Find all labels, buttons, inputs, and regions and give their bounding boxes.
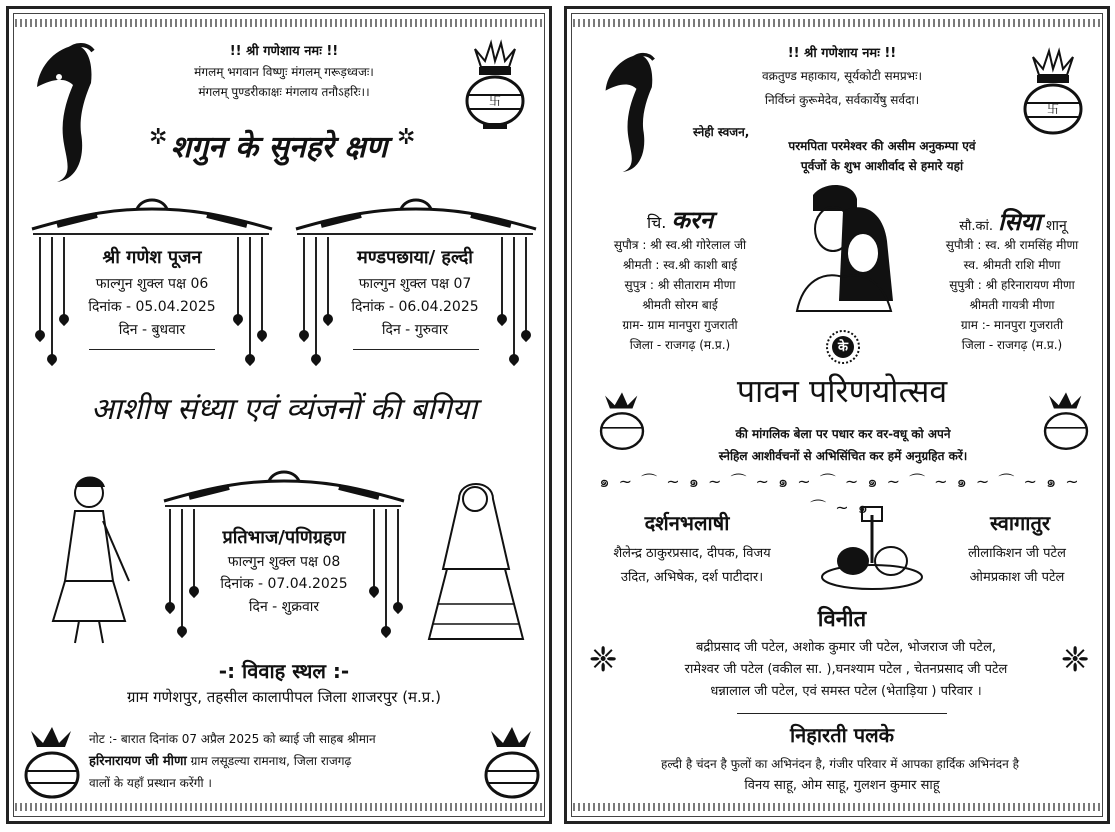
groom-detail-line: श्रीमती : स्व.श्री काशी बाई	[622, 258, 738, 272]
flourish-ornament-icon: ❈	[589, 640, 618, 680]
left-bottom-trim	[15, 803, 543, 811]
event-date: दिनांक - 05.04.2025	[88, 299, 216, 315]
right-card-panel	[564, 6, 1110, 824]
groom-first-name: करन	[671, 205, 714, 234]
event-tithi: फाल्गुन शुक्ल पक्ष 06	[95, 276, 209, 292]
pendant-icon	[261, 237, 263, 333]
venue-heading: -: विवाह स्थल :-	[218, 659, 350, 683]
puja-thali-icon	[817, 503, 927, 593]
left-card-panel	[6, 6, 552, 824]
nihar-line-1: हल्दी है चंदन है फुलों का अभिनंदन है, गंजीर परिवार में आपका हार्दिक अभिनंदन है	[661, 757, 1019, 771]
bride-prefix: सौ.कां.	[959, 219, 994, 234]
darshan-heading: दर्शनभलाषी	[644, 511, 730, 535]
bride-first-name: सिया	[998, 207, 1041, 236]
pendant-icon	[303, 237, 305, 333]
frame-bottom-line	[353, 349, 479, 350]
arch-ornament-icon	[291, 195, 541, 233]
frame-bottom-line	[89, 349, 215, 350]
pendant-icon	[63, 237, 65, 317]
star-ornament-icon: ✲	[397, 125, 416, 150]
pendant-icon	[315, 237, 317, 357]
bride-name	[923, 205, 1103, 238]
bride-figure-icon	[423, 479, 528, 651]
arch-ornament-icon	[27, 195, 277, 233]
right-bottom-trim	[573, 803, 1101, 811]
event-tithi: फाल्गुन शुक्ल पक्ष 07	[358, 276, 472, 292]
note-line-2-rest: ग्राम लसूडल्या रामनाथ, जिला राजगढ़	[190, 754, 352, 768]
pendant-icon	[397, 509, 399, 605]
divider-line	[737, 713, 947, 714]
swagat-line-1: लीलाकिशन जी पटेल	[968, 546, 1066, 561]
star-ornament-icon: ✲	[149, 125, 168, 150]
groom-detail-line: सुपौत्र : श्री स्व.श्री गोरेलाल जी	[613, 238, 747, 252]
invite-line-2: स्नेहिल आशीर्वचनों से अभिसिंचित कर हमें अनुग्रहित करें।	[718, 449, 968, 463]
event-title: श्री गणेश पूजन	[102, 247, 202, 268]
event-day: दिन - गुरुवार	[381, 322, 449, 338]
pendant-icon	[237, 237, 239, 317]
svg-text:卐: 卐	[488, 94, 502, 108]
kalash-icon	[481, 725, 543, 805]
event-title-parinayotsav: पावन परिणयोत्सव	[736, 372, 948, 410]
pendant-icon	[193, 509, 195, 589]
kalash-icon	[21, 725, 83, 805]
pendant-icon	[327, 237, 329, 317]
pendant-icon	[249, 237, 251, 357]
greeting-line-1: परमपिता परमेश्वर की असीम अनुकम्पा एवं	[788, 139, 976, 153]
bride-detail-line: जिला - राजगढ़ (म.प्र.)	[961, 338, 1063, 352]
vinit-heading: विनीत	[817, 607, 867, 632]
bride-detail-line: सुपुत्री : श्री हरिनारायण मीणा	[949, 278, 1075, 292]
flourish-ornament-icon: ❈	[1061, 640, 1090, 680]
frame-top-line	[33, 233, 269, 235]
right-shloka-line-2: निर्विघ्नं कुरूमेदेव, सर्वकार्येषु सर्वदा।	[764, 93, 920, 107]
groom-prefix: चि.	[646, 213, 667, 232]
swagat-heading: स्वागातुर	[989, 511, 1051, 535]
invite-line-1: की मांगलिक बेला पर पधार कर वर-वधू को अपने	[735, 427, 951, 441]
ganesha-icon	[27, 37, 97, 187]
pendant-icon	[181, 509, 183, 629]
bride-suffix: शानू	[1045, 218, 1067, 234]
svg-text:卐: 卐	[1046, 102, 1060, 116]
groom-name	[585, 203, 775, 236]
bride-detail-line: स्व. श्रीमती राशि मीणा	[963, 258, 1061, 272]
bride-detail-line: सुपौत्री : स्व. श्री रामसिंह मीणा	[945, 238, 1079, 252]
ganesha-icon	[597, 47, 657, 177]
event-tithi: फाल्गुन शुक्ल पक्ष 08	[227, 554, 341, 570]
kalash-icon	[1041, 389, 1091, 457]
nihar-heading: निहारती पलके	[789, 723, 895, 747]
bride-detail-line: ग्राम :- मानपुरा गुजराती	[960, 318, 1064, 332]
note-line-3: वालों के यहाँ प्रस्थान करेंगी ।	[89, 776, 212, 790]
kalash-icon	[1019, 47, 1087, 142]
vinit-line-1: बद्रीप्रसाद जी पटेल, अशोक कुमार जी पटेल, भोजराज जी पटेल,	[695, 640, 997, 655]
pendant-icon	[373, 509, 375, 589]
left-mantra: !! श्री गणेशाय नमः !!	[229, 44, 339, 59]
frame-top-line	[297, 233, 533, 235]
left-title: शगुन के सुनहरे क्षण	[170, 130, 388, 165]
swagat-line-2: ओमप्रकाश जी पटेल	[969, 570, 1065, 585]
event-title: प्रतिभाज/पणिग्रहण	[222, 527, 346, 548]
darshan-line-1: शैलेन्द्र ठाकुरप्रसाद, दीपक, विजय	[613, 546, 771, 561]
venue-address: ग्राम गणेशपुर, तहसील कालापीपल जिला शाजरपुर (म.प्र.)	[127, 688, 441, 706]
pendant-icon	[385, 509, 387, 629]
note-line-1: नोट :- बारात दिनांक 07 अप्रैल 2025 को ब्याई जी साहब श्रीमान	[89, 732, 376, 746]
right-shloka-line-1: वक्रतुण्ड महाकाय, सूर्यकोटी समप्रभः।	[761, 69, 923, 83]
ke-medallion	[823, 327, 863, 367]
groom-detail-line: सुपुत्र : श्री सीताराम मीणा	[624, 278, 736, 292]
pendant-icon	[525, 237, 527, 333]
pendant-icon	[501, 237, 503, 317]
event-day: दिन - शुक्रवार	[248, 599, 320, 615]
left-shloka-line-1: मंगलम् भगवान विष्णुः मंगलम् गरूड़ध्वजः।	[194, 65, 374, 79]
pendant-icon	[513, 237, 515, 357]
left-shloka-line-2: मंगलम् पुण्डरीकाक्षः मंगलाय तनौऽहरिः।।	[198, 85, 370, 99]
right-mantra: !! श्री गणेशाय नमः !!	[787, 46, 897, 61]
kalash-icon	[597, 389, 647, 457]
bride-details	[919, 235, 1105, 355]
greeting-label: स्नेही स्वजन,	[693, 125, 750, 139]
arch-ornament-icon	[159, 467, 409, 505]
couple-portrait-icon	[783, 181, 903, 321]
pendant-icon	[51, 237, 53, 357]
note-line-2	[89, 751, 479, 772]
event-date: दिनांक - 07.04.2025	[220, 576, 348, 592]
right-top-trim	[573, 19, 1101, 27]
greeting-line-2: पूर्वजों के शुभ आशीर्वाद से हमारे यहां	[800, 159, 964, 173]
bride-detail-line: श्रीमती गायत्री मीणा	[969, 298, 1055, 312]
note-host-name: हरिनारायण जी मीणा	[89, 754, 187, 769]
ke-label: के	[838, 340, 848, 355]
groom-detail-line: श्रीमती सोरम बाई	[642, 298, 718, 312]
left-subtitle: आशीष संध्या एवं व्यंजनों की बगिया	[91, 392, 477, 427]
groom-details	[585, 235, 775, 355]
vinit-line-2: रामेश्वर जी पटेल (वकील सा. ),घनश्याम पटेल , चेतनप्रसाद जी पटेल	[684, 662, 1008, 677]
frame-top-line	[165, 505, 401, 507]
event-date: दिनांक - 06.04.2025	[351, 299, 479, 315]
darshan-line-2: उदित, अभिषेक, दर्श पाटीदार।	[620, 570, 764, 585]
pendant-icon	[169, 509, 171, 605]
vinit-line-3: धन्नालाल जी पटेल, एवं समस्त पटेल (भेताड़िया ) परिवार ।	[710, 684, 982, 699]
groom-detail-line: जिला - राजगढ़ (म.प्र.)	[629, 338, 731, 352]
left-top-trim	[15, 19, 543, 27]
groom-figure-icon	[39, 471, 139, 651]
pendant-icon	[39, 237, 41, 333]
kalash-icon	[461, 39, 529, 134]
nihar-line-2: विनय साहू, ओम साहू, गुलशन कुमार साहू	[744, 778, 940, 793]
event-title: मण्डपछाया/ हल्दी	[357, 247, 473, 268]
groom-detail-line: ग्राम- ग्राम मानपुरा गुजराती	[622, 318, 738, 332]
event-day: दिन - बुधवार	[118, 322, 186, 338]
scroll-divider-icon: ๑ ~ ⌒ ~ ๑ ~ ⌒ ~ ๑ ~ ⌒ ~ ๑ ~ ⌒ ~ ๑ ~ ⌒ ~ ๑ ~ ⌒ ~ ๑	[599, 472, 1081, 517]
